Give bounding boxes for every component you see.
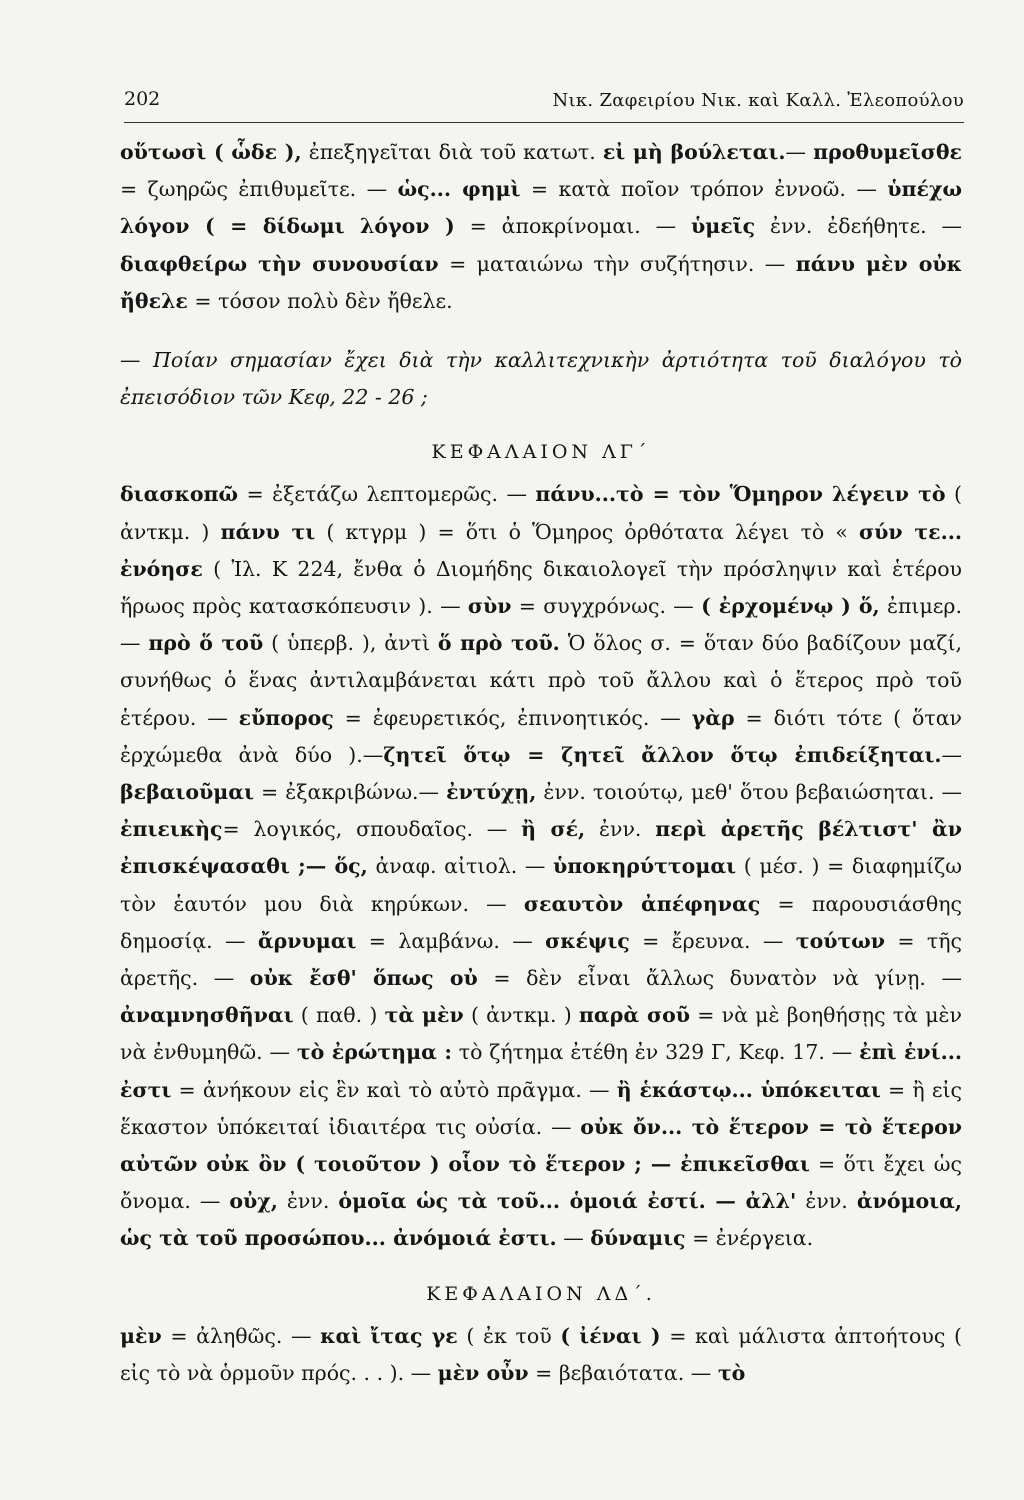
gloss: ἐνν. ἐδεήθητε. — bbox=[755, 214, 962, 239]
gloss: ἐπεξηγεῖται διὰ τοῦ κατωτ. bbox=[301, 140, 603, 164]
lemma: περὶ ἀρετῆς βέλτιστ' ἂν ἐπισκέψασαθι ;— ὅς, bbox=[120, 817, 963, 879]
lemma: ἄρνυμαι bbox=[257, 928, 357, 953]
gloss: = ὅτι ἔχει ὡς ὄνομα. — bbox=[120, 1152, 963, 1214]
lemma: ἢ σέ, bbox=[521, 817, 586, 842]
gloss: = δὲν εἶναι ἄλλως δυνατὸν νὰ γίνῃ. — bbox=[477, 966, 962, 991]
gloss: = νὰ μὲ βοηθήσῃς τὰ μὲν νὰ ἐνθυμηθῶ. — bbox=[120, 1003, 962, 1065]
lemma: ( ἐρχομένῳ ) ὅ, bbox=[701, 594, 880, 619]
lemma: σκέψις bbox=[545, 928, 630, 953]
lemma: οὐχ, bbox=[229, 1189, 278, 1214]
lemma: ἀναμνησθῆναι bbox=[120, 1003, 294, 1028]
lemma: γὰρ bbox=[691, 705, 735, 730]
page-body bbox=[120, 134, 962, 1392]
gloss: = ματαιώνω τὴν συζήτησιν. — bbox=[438, 251, 796, 276]
lemma: βεβαιοῦμαι bbox=[120, 780, 254, 805]
lemma: καὶ ἴτας γε bbox=[320, 1323, 458, 1348]
lemma: οὐκ ἔσθ' ὅπως οὐ bbox=[249, 966, 478, 991]
gloss: = λογικός, σπουδαῖος. — bbox=[222, 817, 522, 842]
chapter-heading-lg: ΚΕΦΑΛΑΙΟΝ ΛΓ΄ bbox=[431, 441, 651, 464]
lemma: προθυμεῖσθε bbox=[813, 140, 962, 164]
gloss: = ἢ εἰς ἕκαστον ὑπόκειταί ἰδιαιτέρα τις οὐσία. — bbox=[120, 1077, 962, 1139]
lemma: ὑμεῖς bbox=[690, 214, 756, 239]
gloss: ἐνν. bbox=[796, 1189, 857, 1214]
gloss: = συγχρόνως. — bbox=[511, 594, 702, 619]
gloss: ( παθ. ) bbox=[293, 1003, 385, 1028]
lemma: ὁμοῖα ὡς τὰ τοῦ... ὁμοιά ἐστί. — ἀλλ' bbox=[338, 1189, 797, 1214]
commentary-paragraph-lg bbox=[120, 476, 962, 1257]
lemma: ὡς... φημὶ bbox=[397, 177, 521, 202]
gloss: ( κτγρμ ) = ὅτι ὁ Ὅμηρος ὀρθότατα λέγει τὸ « bbox=[315, 519, 860, 544]
commentary-paragraph-ld bbox=[120, 1318, 962, 1392]
lemma: πάνυ τι bbox=[220, 519, 316, 544]
gloss: = τόσον πολὺ δὲν ἤθελε. bbox=[187, 288, 453, 313]
study-question: — Ποίαν σημασίαν ἔχει διὰ τὴν καλλιτεχνικὴν ἀρτιότητα τοῦ διαλόγου τὸ ἐπεισόδιον τῶν Κεφ, 22 - 26 ; bbox=[120, 348, 962, 410]
lemma: ἢ ἑκάστῳ... ὑπόκειται bbox=[616, 1077, 881, 1102]
gloss: = παρουσιάσθης δημοσίᾳ. — bbox=[120, 891, 962, 953]
page-number: 202 bbox=[124, 88, 161, 110]
gloss: ἀναφ. αἰτιολ. — bbox=[367, 854, 554, 879]
lemma: οὕτωσὶ ( ὧδε ), bbox=[120, 140, 302, 164]
lemma: ἀνόμοια, ὡς τὰ τοῦ προσώπου... ἀνόμοιά ἐστι. bbox=[120, 1189, 963, 1251]
lemma: πάνυ...τὸ = τὸν Ὅμηρον λέγειν τὸ bbox=[535, 482, 946, 507]
lemma: διαφθείρω τὴν συνουσίαν bbox=[120, 251, 439, 276]
lemma: ἐπιεικὴς bbox=[120, 817, 223, 842]
gloss: ἐπιμερ. — bbox=[120, 594, 962, 656]
lemma: τὸ bbox=[717, 1360, 746, 1385]
gloss: ἐνν. bbox=[277, 1189, 339, 1214]
running-head bbox=[124, 84, 964, 123]
gloss: ( ὑπερβ. ), ἀντὶ bbox=[263, 631, 438, 656]
gloss: = κατὰ ποῖον τρόπον ἐννοῶ. — bbox=[520, 177, 888, 202]
lemma: εἰ μὴ βούλεται. bbox=[602, 140, 786, 164]
gloss: = ἔρευνα. — bbox=[629, 928, 796, 953]
lemma: ὑπέχω λόγον ( = δίδωμι λόγον ) bbox=[120, 177, 962, 239]
gloss: τὸ ζήτημα ἐτέθη ἐν 329 Γ, Κεφ. 17. — bbox=[451, 1040, 860, 1065]
gloss: = καὶ μάλιστα ἀπτοήτους ( εἰς τὸ νὰ ὁρμοῦν πρός. . . ). — bbox=[120, 1323, 962, 1385]
commentary-paragraph-1 bbox=[120, 134, 962, 320]
lemma: τὸ ἐρώτημα : bbox=[296, 1040, 452, 1065]
lemma: πρὸ ὅ τοῦ bbox=[148, 631, 264, 656]
lemma: διασκοπῶ bbox=[120, 482, 239, 507]
lemma: παρὰ σοῦ bbox=[578, 1003, 690, 1028]
lemma: τὰ μὲν bbox=[384, 1003, 464, 1028]
gloss: ( ἀντκμ. ) bbox=[463, 1003, 579, 1028]
gloss: ἐνν. τοιούτῳ, μεθ' ὅτου βεβαιώσηται. — bbox=[536, 780, 963, 805]
lemma: ἐπὶ ἑνί... ἐστι bbox=[120, 1040, 962, 1102]
lemma: μὲν bbox=[120, 1323, 162, 1348]
lemma: οὐκ ὄν... τὸ ἕτερον = τὸ ἕτερον αὐτῶν οὐκ ὂν ( τοιοῦτον ) οἷον τὸ ἕτερον ; — ἐπικεῖσθαι bbox=[120, 1114, 963, 1177]
lemma: δύναμις bbox=[590, 1226, 686, 1251]
gloss: = ἀνήκουν εἰς ἓν καὶ τὸ αὐτὸ πρᾶγμα. — bbox=[171, 1077, 617, 1102]
gloss: — bbox=[941, 742, 962, 767]
lemma: πάνυ μὲν οὐκ ἤθελε bbox=[120, 251, 962, 313]
running-title: Νικ. Ζαφειρίου Νικ. καὶ Καλλ. Ἐλεοπούλου bbox=[552, 90, 964, 111]
chapter-heading-ld: ΚΕΦΑΛΑΙΟΝ ΛΔ΄. bbox=[426, 1282, 656, 1305]
gloss: — bbox=[785, 140, 814, 164]
gloss: ( ἐκ τοῦ bbox=[457, 1323, 561, 1348]
gloss: = ἐνέργεια. bbox=[685, 1226, 814, 1251]
gloss: = ζωηρῶς ἐπιθυμεῖτε. — bbox=[120, 177, 398, 202]
gloss: ( μέσ. ) = διαφημίζω τὸν ἑαυτόν μου διὰ κηρύκων. — bbox=[120, 854, 962, 916]
gloss: ( ἀντκμ. ) bbox=[120, 482, 963, 544]
lemma: σεαυτὸν ἀπέφηνας bbox=[523, 891, 761, 916]
gloss: = ἐφευρετικός, ἐπινοητικός. — bbox=[333, 705, 692, 730]
lemma: ὅ πρὸ τοῦ. bbox=[437, 631, 560, 656]
gloss: = ἀληθῶς. — bbox=[161, 1323, 321, 1348]
gloss: Ὁ ὅλος σ. = ὅταν δύο βαδίζουν μαζί, συνήθως ὁ ἕνας ἀντιλαμβάνεται κάτι πρὸ τοῦ ἄλλου καὶ ὁ ἕτερος πρὸ τοῦ ἑτέρου. — bbox=[120, 631, 962, 730]
gloss: = διότι τότε ( ὅταν ἐρχώμεθα ἀνὰ δύο ).— bbox=[120, 705, 962, 767]
gloss: = ἐξακριβώνω.— bbox=[253, 780, 447, 805]
lemma: σὺν bbox=[467, 594, 512, 619]
gloss: — bbox=[556, 1226, 591, 1251]
lemma: μὲν οὖν bbox=[437, 1360, 529, 1385]
lemma: εὔπορος bbox=[238, 705, 334, 730]
lemma: ζητεῖ ὅτῳ = ζητεῖ ἄλλον ὅτῳ ἐπιδείξηται. bbox=[383, 742, 942, 767]
lemma: ἐντύχῃ, bbox=[446, 780, 537, 805]
gloss: = ἐξετάζω λεπτομερῶς. — bbox=[238, 482, 536, 507]
gloss: = βεβαιότατα. — bbox=[528, 1360, 718, 1385]
lemma: ( ἰέναι ) bbox=[560, 1323, 661, 1348]
gloss: ( Ἰλ. Κ 224, ἔνθα ὁ Διομήδης δικαιολογεῖ τὴν πρόσληψιν καὶ ἑτέρου ἥρωος πρὸς κατασκόπευσιν ). — bbox=[120, 556, 962, 619]
gloss: = τῆς ἀρετῆς. — bbox=[120, 928, 962, 991]
lemma: σύν τε... ἐνόησε bbox=[120, 519, 962, 581]
gloss: = λαμβάνω. — bbox=[356, 928, 546, 953]
gloss: = ἀποκρίνομαι. — bbox=[454, 214, 691, 239]
lemma: ὑποκηρύττομαι bbox=[553, 854, 737, 879]
gloss: ἐνν. bbox=[585, 817, 656, 842]
lemma: τούτων bbox=[795, 928, 886, 953]
